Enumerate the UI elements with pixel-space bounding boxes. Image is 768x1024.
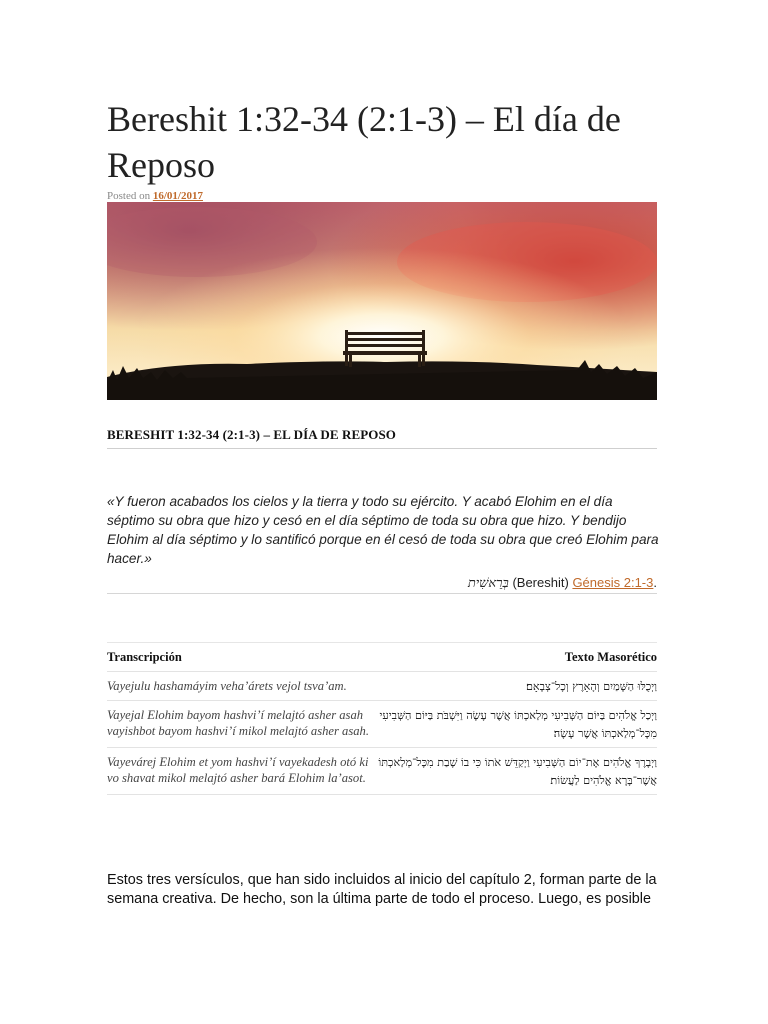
posted-label: Posted on	[107, 190, 151, 202]
body-paragraph: Estos tres versículos, que han sido incluidos al inicio del capítulo 2, forman parte de la semana creativa. De hecho, son la última parte de todo el proceso. Luego, es posible	[107, 872, 657, 907]
hebrew-cell: וַיְכַל אֱלֹהִים בַּיּוֹם הַשְּׁבִיעִי מְלַאכְתּוֹ אֲשֶׁר עָשָׂה וַיִּשְׁבֹּת בַּיּוֹם הַשְּׁבִיעִי מִכָּל־מְלַאכְתּוֹ אֲשֶׁר עָשָׂה׃	[377, 701, 657, 748]
hebrew-cell: וַיְבָרֶךְ אֱלֹהִים אֶת־יוֹם הַשְּׁבִיעִי וַיְקַדֵּשׁ אֹתוֹ כִּי בוֹ שָׁבַת מִכָּל־מְלַאכְתּוֹ אֲשֶׁר־בָּרָא אֱלֹהִים לַעֲשׂוֹת׃	[377, 748, 657, 795]
article-title: Bereshit 1:32-34 (2:1-3) – El día de Reposo	[107, 99, 621, 185]
citation	[107, 575, 657, 591]
divider	[107, 593, 657, 594]
transliteration-cell: Vayejal Elohim bayom hashvi’í melajtó asher asah vayishbot bayom hashvi’í mikol melajtó asher asah.	[107, 701, 377, 748]
verses-table	[107, 645, 657, 795]
transliteration-cell: Vayejulu hashamáyim veha’árets vejol tsva’am.	[107, 672, 377, 701]
posted-date-link[interactable]: 16/01/2017	[152, 190, 203, 202]
table-row	[107, 672, 657, 701]
divider	[107, 642, 657, 643]
hero-image	[107, 202, 657, 400]
transliteration-cell: Vayevárej Elohim et yom hashvi’í vayekadesh otó ki vo shavat mikol melajtó asher bará Elohim la’asot.	[107, 748, 377, 795]
citation-link[interactable]: Génesis 2:1-3	[572, 575, 654, 590]
citation-trail: .	[653, 575, 657, 590]
scripture-quote: «Y fueron acabados los cielos y la tierra y todo su ejército. Y acabó Elohim en el día séptimo su obra que hizo y cesó en el día séptimo de toda su obra que hizo. Y bendijo Elohim al día séptimo y lo santificó porque en él cesó de toda su obra que creó Elohim para hacer.»	[107, 494, 659, 566]
citation-hebrew: בְּרֵאשִׁית	[467, 576, 509, 591]
column-header-masoretic: Texto Masorético	[377, 645, 657, 672]
column-header-transcription: Transcripción	[107, 645, 377, 672]
table-row	[107, 748, 657, 795]
table-row	[107, 701, 657, 748]
table-header-row	[107, 645, 657, 672]
citation-paren: (Bereshit)	[512, 575, 569, 590]
hebrew-cell: וַיְכֻלּוּ הַשָּׁמַיִם וְהָאָרֶץ וְכָל־צְבָאָם׃	[377, 672, 657, 701]
post-meta	[107, 190, 203, 202]
section-heading: BERESHIT 1:32-34 (2:1-3) – EL DÍA DE REPOSO	[107, 427, 657, 449]
